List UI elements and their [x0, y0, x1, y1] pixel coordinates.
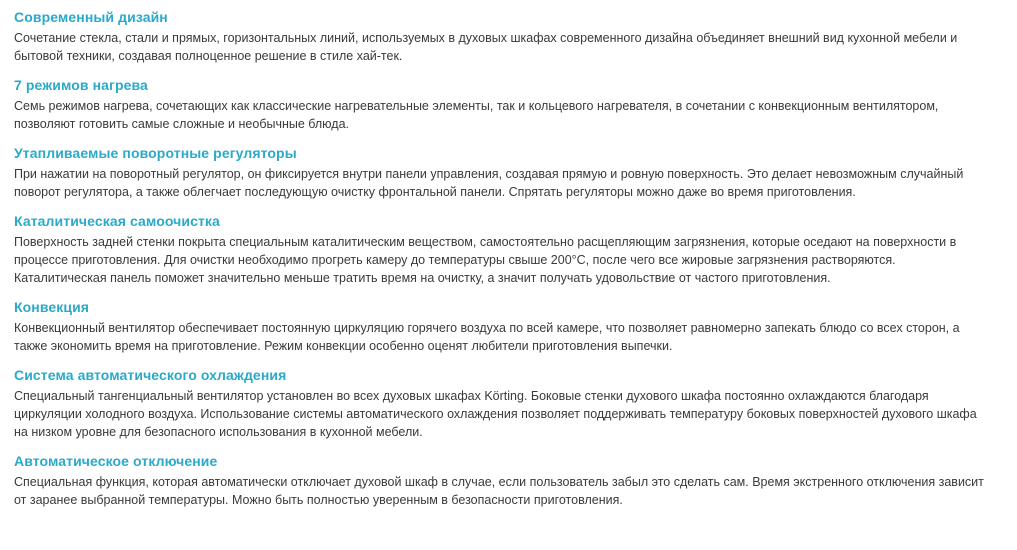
feature-text: Поверхность задней стенки покрыта специальным каталитическим веществом, самостоятельно расщепляющим загрязнения, которые оседают на поверхности в процессе приготовления. Для очистки необходимо прогреть камеру до температуры свыше 200°С, после чего все жировые загрязнения растворяются. Каталитическая панель поможет значительно меньше тратить время на очистку, а значит получать удовольствие от частого приготовления. — [14, 235, 957, 285]
feature-title: 7 режимов нагрева — [14, 77, 148, 93]
feature-text: Специальная функция, которая автоматически отключает духовой шкаф в случае, если пользователь забыл это сделать сам. Время экстренного отключения зависит от заранее выбранной температуры. Можно быть полностью уверенным в безопасности приготовления. — [14, 475, 984, 507]
feature-title: Конвекция — [14, 299, 90, 315]
feature-text: Сочетание стекла, стали и прямых, горизонтальных линий, используемых в духовых шкафах современного дизайна объединяет внешний вид кухонной мебели и бытовой техники, создавая полноценное решение в стиле хай-тек. — [14, 31, 958, 63]
feature-title: Современный дизайн — [14, 9, 168, 25]
feature-text: При нажатии на поворотный регулятор, он фиксируется внутри панели управления, создавая прямую и ровную поверхность. Это делает невозможным случайный поворот регулятора, а также облегчает последующую очистку фронтальной панели. Спрятать регуляторы можно даже во время приготовления. — [14, 167, 964, 199]
feature-retractable-knobs — [14, 143, 1003, 201]
feature-text: Конвекционный вентилятор обеспечивает постоянную циркуляцию горячего воздуха по всей камере, что позволяет равномерно запекать блюдо со всех сторон, а также экономить время на приготовление. Режим конвекции особенно оценят любители приготовления выпечки. — [14, 321, 960, 353]
feature-title: Каталитическая самоочистка — [14, 213, 220, 229]
feature-modern-design — [14, 7, 1003, 65]
feature-heating-modes — [14, 75, 1003, 133]
feature-catalytic-cleaning — [14, 211, 1003, 287]
feature-text: Специальный тангенциальный вентилятор установлен во всех духовых шкафах Körting. Боковые стенки духового шкафа постоянно охлаждаются благодаря циркуляции холодного воздуха. Использование системы автоматического охлаждения позволяет поддерживать температуру боковых поверхностей духового шкафа на низком уровне для безопасного использования в кухонной мебели. — [14, 389, 977, 439]
feature-title: Система автоматического охлаждения — [14, 367, 287, 383]
feature-title: Автоматическое отключение — [14, 453, 218, 469]
feature-text: Семь режимов нагрева, сочетающих как классические нагревательные элементы, так и кольцевого нагревателя, в сочетании с конвекционным вентилятором, позволяют готовить самые сложные и необычные блюда. — [14, 99, 939, 131]
feature-title: Утапливаемые поворотные регуляторы — [14, 145, 297, 161]
feature-auto-shutoff — [14, 451, 1003, 509]
feature-auto-cooling — [14, 365, 1003, 441]
feature-convection — [14, 297, 1003, 355]
